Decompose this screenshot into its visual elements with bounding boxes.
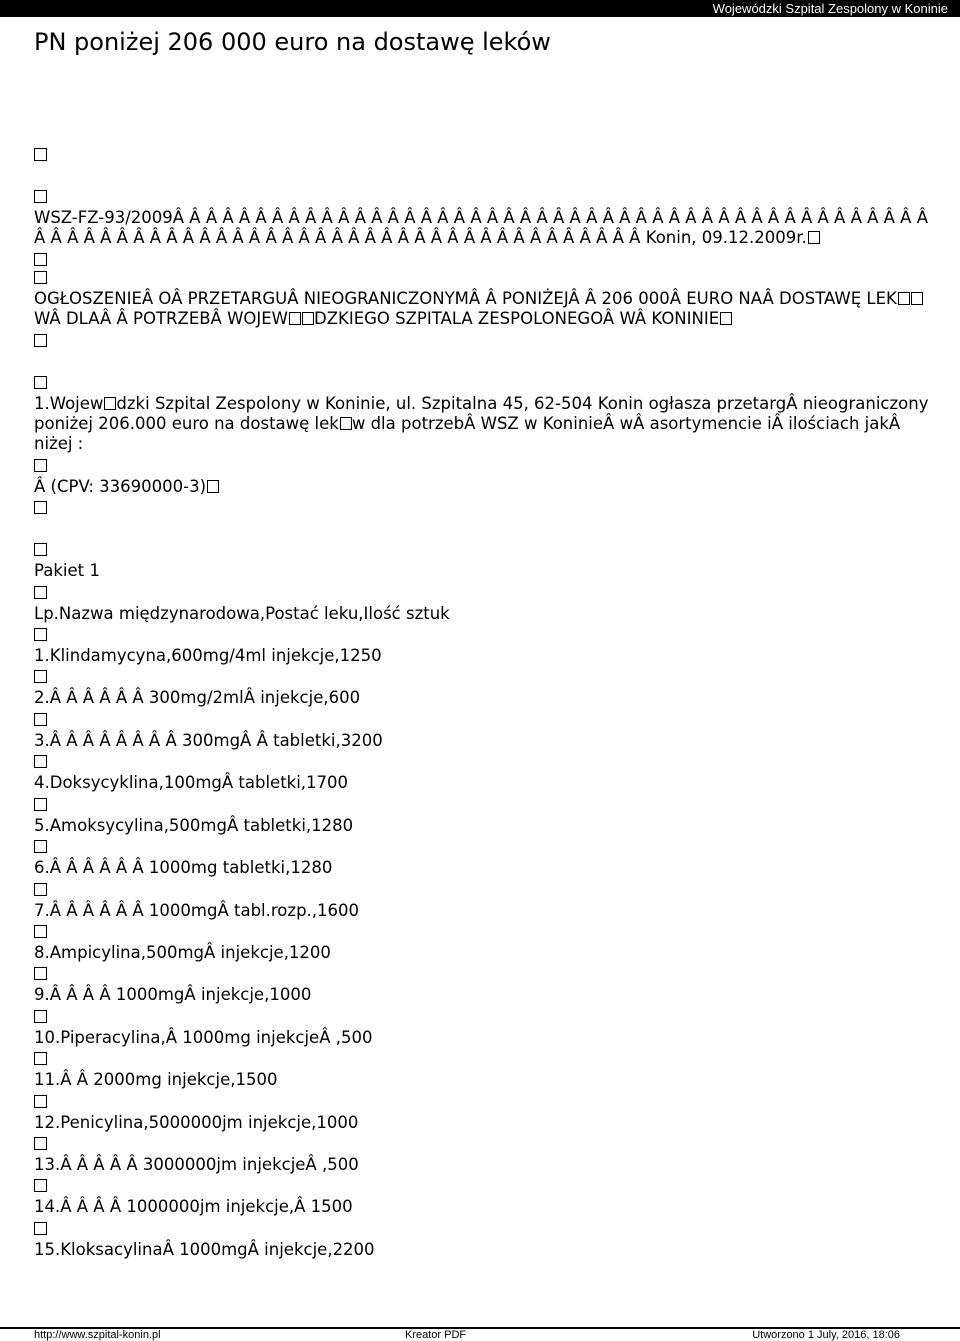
- notice-title: OGŁOSZENIEÂ OÂ PRZETARGUÂ NIEOGRANICZONYMÂ Â PONIŻEJÂ Â 206 000Â EURO NAÂ DOSTAWĘ LEKWÂ DLAÂ Â POTRZEBÂ WOJEW DZKIEGO SZPITALA ZESPOLONEGOÂ WÂ KONINIE: [34, 289, 939, 330]
- missing-glyph-box: [34, 543, 47, 556]
- missing-glyph-box: [34, 798, 47, 811]
- list-item: 7.Â Â Â Â Â Â 1000mgÂ tabl.rozp.,1600: [34, 900, 360, 920]
- missing-glyph-box: [34, 1222, 47, 1235]
- document-body: [34, 144, 939, 1260]
- missing-glyph-box: [898, 292, 910, 305]
- list-item: 11.Â Â 2000mg injekcje,1500: [34, 1070, 278, 1090]
- missing-glyph-box: [340, 417, 352, 430]
- list-item: 10.Piperacylina,Â 1000mg injekcjeÂ ,500: [34, 1027, 373, 1047]
- missing-glyph-box: [34, 1137, 47, 1150]
- list-item: 15.KloksacylinaÂ 1000mgÂ injekcje,2200: [34, 1239, 375, 1259]
- missing-glyph-box: [34, 1179, 47, 1192]
- footer-generator: Kreator PDF: [405, 1329, 467, 1341]
- list-item: 9.Â Â Â Â 1000mgÂ injekcje,1000: [34, 985, 312, 1005]
- intro-paragraph: 1.Wojew dzki Szpital Zespolony w Koninie, ul. Szpitalna 45, 62-504 Konin ogłasza przetargÂ nieograniczony poniżej 206.000 euro na dostawę lek w dla potrzebÂ WSZ w KoninieÂ wÂ asortymencie iÂ ilościach jakÂ niżej :: [34, 393, 929, 454]
- missing-glyph-box: [720, 312, 732, 325]
- list-item: 14.Â Â Â Â 1000000jm injekcje,Â 1500: [34, 1197, 353, 1217]
- missing-glyph-box: [34, 334, 47, 347]
- missing-glyph-box: [34, 253, 47, 266]
- missing-glyph-box: [34, 459, 47, 472]
- missing-glyph-box: [34, 586, 47, 599]
- list-item: 13.Â Â Â Â Â 3000000jm injekcjeÂ ,500: [34, 1154, 359, 1174]
- list-item: 4.Doksycyklina,100mgÂ tabletki,1700: [34, 773, 349, 793]
- missing-glyph-box: [34, 967, 47, 980]
- list-item: 5.Amoksycylina,500mgÂ tabletki,1280: [34, 815, 354, 835]
- missing-glyph-box: [302, 312, 314, 325]
- document-title: PN poniżej 206 000 euro na dostawę leków: [34, 28, 551, 56]
- page-footer: [0, 1327, 960, 1341]
- missing-glyph-box: [34, 713, 47, 726]
- list-item: 12.Penicylina,5000000jm injekcje,1000: [34, 1112, 359, 1132]
- missing-glyph-box: [34, 755, 47, 768]
- list-item: 8.Ampicylina,500mgÂ injekcje,1200: [34, 942, 331, 962]
- missing-glyph-box: [34, 628, 47, 641]
- list-item: 3.Â Â Â Â Â Â Â Â 300mgÂ Â tabletki,3200: [34, 730, 383, 750]
- missing-glyph-box: [34, 1052, 47, 1065]
- missing-glyph-box: [34, 1095, 47, 1108]
- table-header: Lp.Nazwa międzynarodowa,Postać leku,Ilość sztuk: [34, 603, 450, 623]
- missing-glyph-box: [289, 312, 301, 325]
- header-banner: [0, 0, 960, 17]
- missing-glyph-box: [911, 292, 923, 305]
- list-item: 6.Â Â Â Â Â Â 1000mg tabletki,1280: [34, 858, 333, 878]
- list-item: 2.Â Â Â Â Â Â 300mg/2mlÂ injekcje,600: [34, 688, 361, 708]
- missing-glyph-box: [808, 231, 820, 244]
- list-item: 1.Klindamycyna,600mg/4ml injekcje,1250: [34, 646, 382, 666]
- missing-glyph-box: [34, 376, 47, 389]
- missing-glyph-box: [104, 397, 116, 410]
- package-label: Pakiet 1: [34, 561, 100, 581]
- missing-glyph-box: [34, 271, 47, 284]
- missing-glyph-box: [34, 840, 47, 853]
- missing-glyph-box: [34, 883, 47, 896]
- missing-glyph-box: [34, 501, 47, 514]
- cpv-code: Â (CPV: 33690000-3): [34, 477, 939, 497]
- missing-glyph-box: [34, 925, 47, 938]
- missing-glyph-box: [34, 190, 47, 203]
- missing-glyph-box: [34, 670, 47, 683]
- document-reference: WSZ-FZ-93/2009Â Â Â Â Â Â Â Â Â Â Â Â Â Â Â Â Â Â Â Â Â Â Â Â Â Â Â Â Â Â Â Â Â Â Â Â Â Â Â Â Â Â Â Â Â Â Â Â Â Â Â Â Â Â Â Â Â Â Â Â Â Â Â Â Â Â Â Â Â Â Â Â Â Â Â Â Â Â Â Â Â Â Â Konin, 09.12.2009r.: [34, 208, 928, 248]
- footer-created: Utworzono 1 July, 2016, 18:06: [752, 1329, 900, 1341]
- institution-name: Wojewódzki Szpital Zespolony w Koninie: [712, 1, 948, 16]
- missing-glyph-box: [34, 148, 47, 161]
- missing-glyph-box: [34, 1010, 47, 1023]
- missing-glyph-box: [207, 480, 219, 493]
- footer-url-link[interactable]: http://www.szpital-konin.pl: [34, 1329, 161, 1341]
